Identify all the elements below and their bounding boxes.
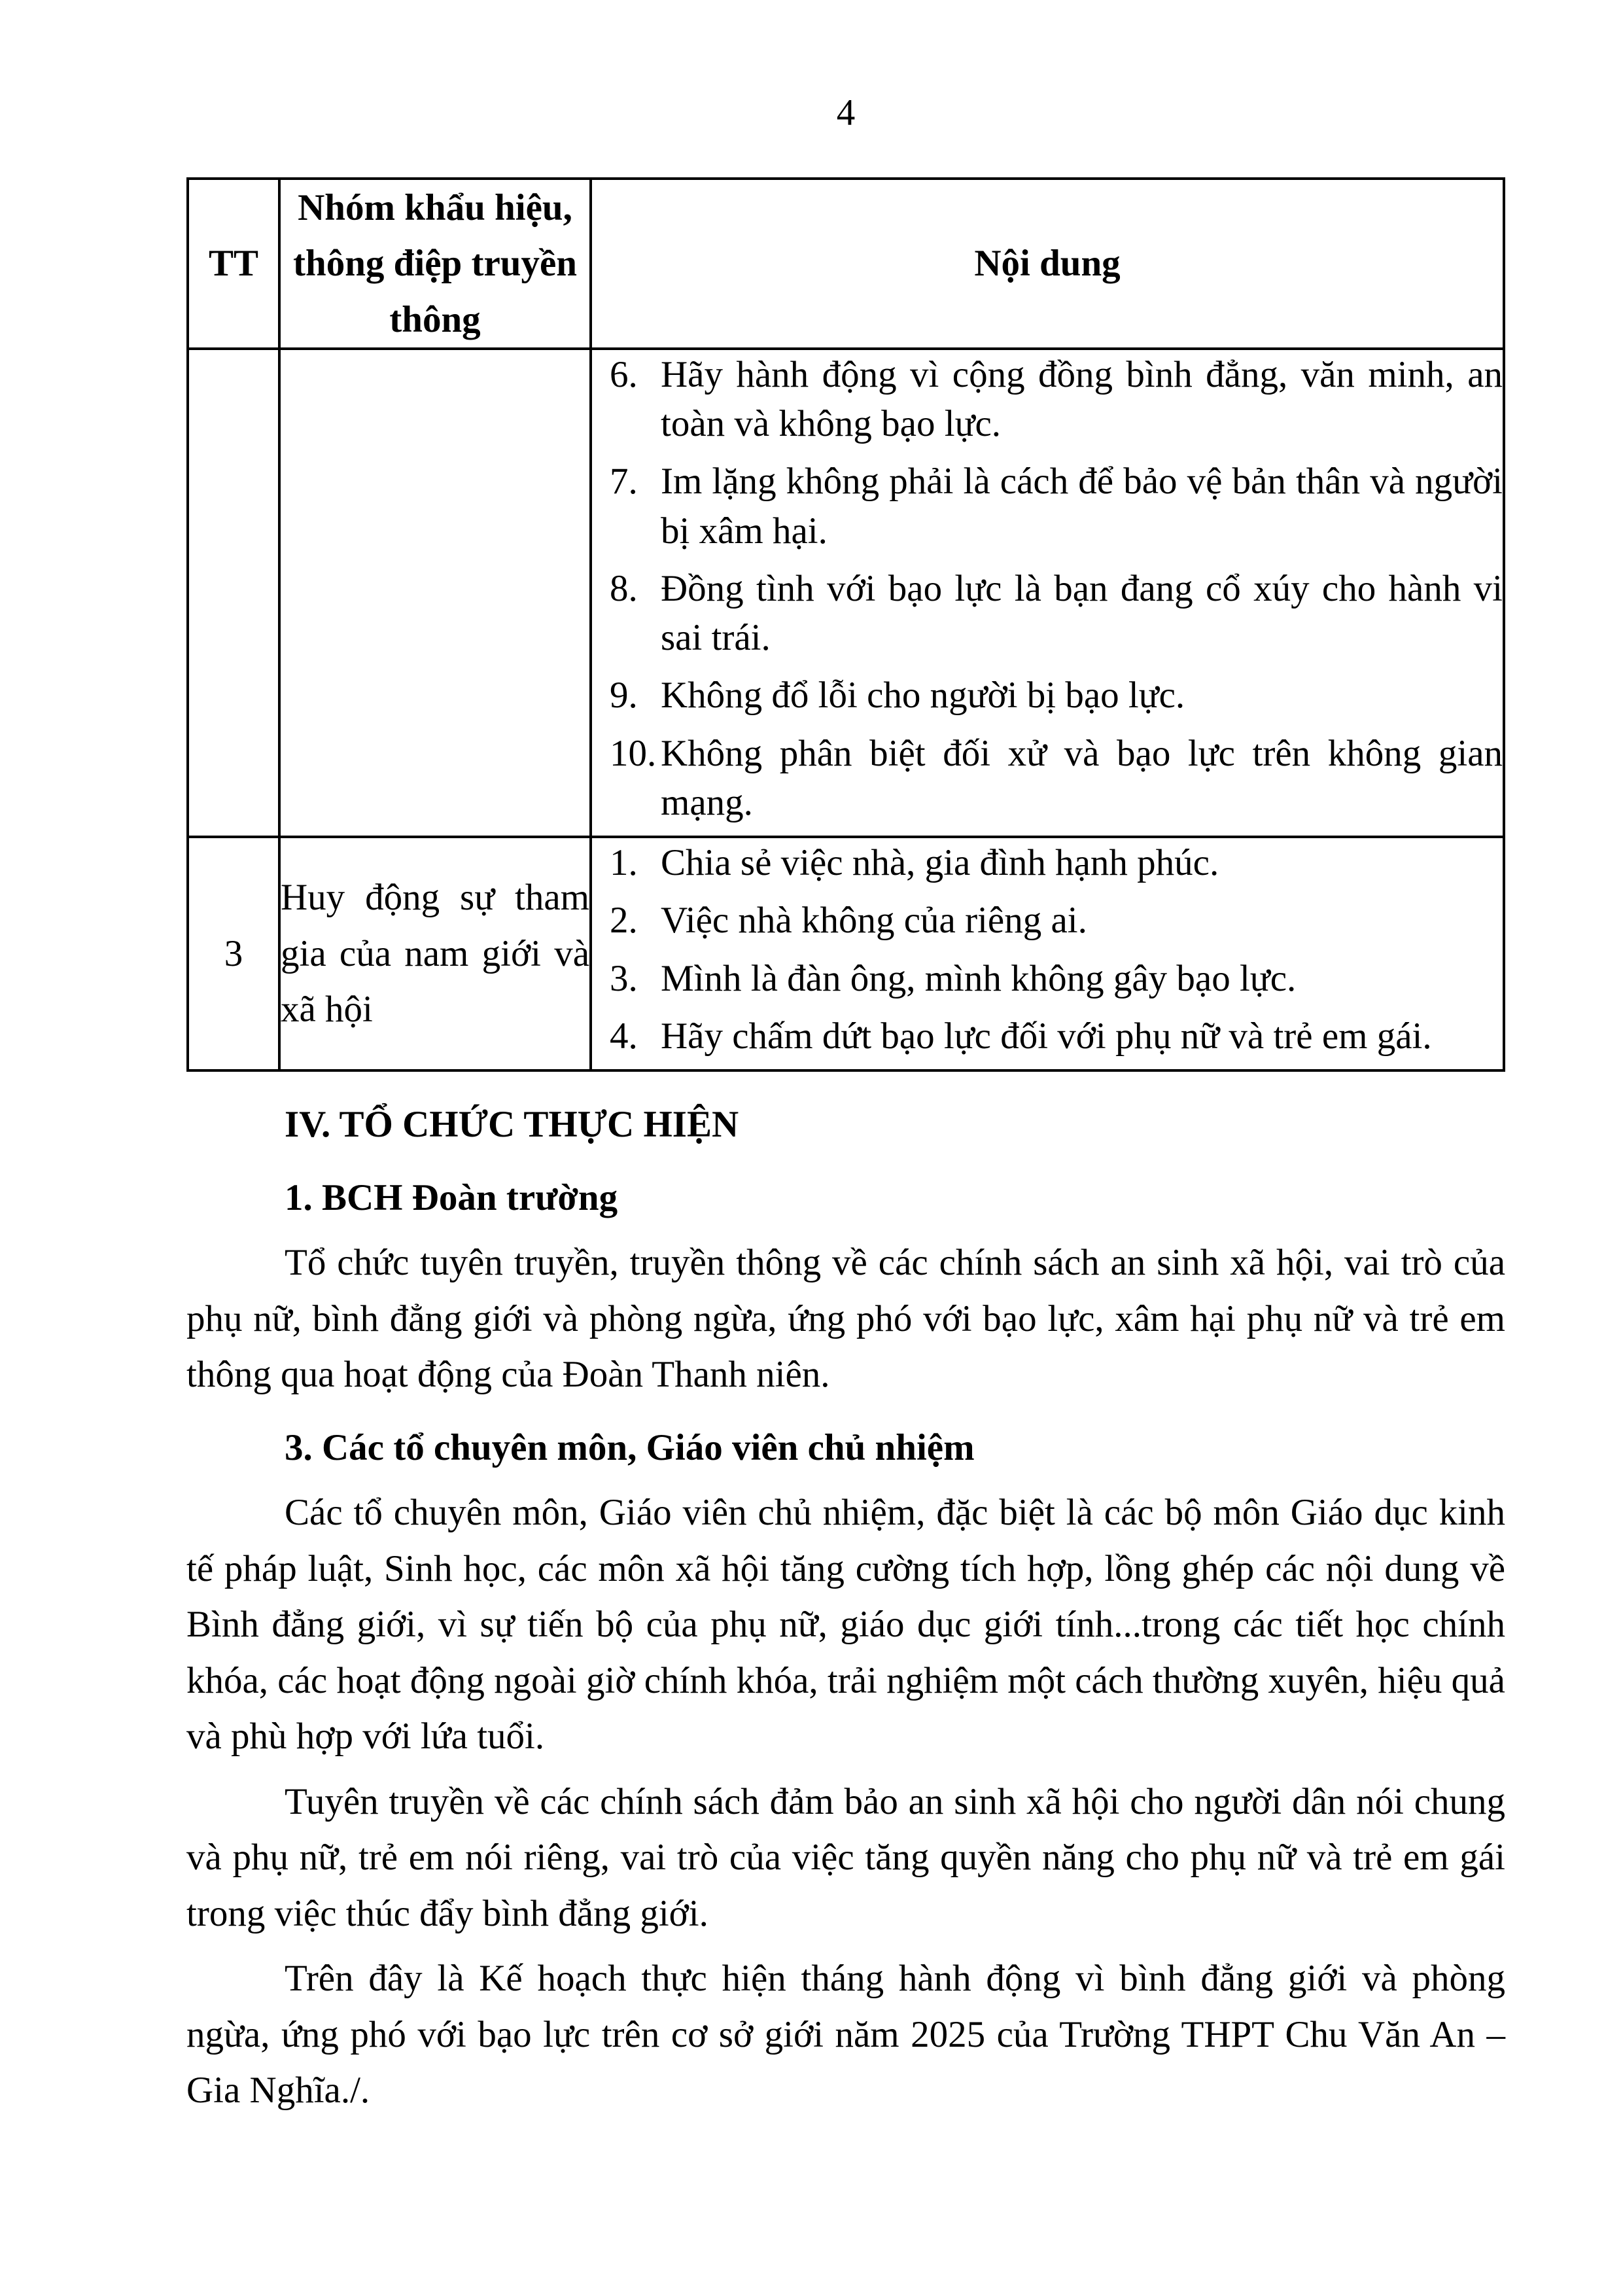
- page-number: 4: [836, 92, 856, 133]
- paragraph-ket-luan: Trên đây là Kế hoạch thực hiện tháng hành động vì bình đẳng giới và phòng ngừa, ứng phó với bạo lực trên cơ sở giới năm 2025 của Trường THPT Chu Văn An – Gia Nghĩa./.: [186, 1958, 1505, 2111]
- list-item-number: 3.: [610, 957, 638, 999]
- section-heading-3: 3. Các tổ chuyên môn, Giáo viên chủ nhiệm: [285, 1426, 975, 1468]
- list-item-text: Mình là đàn ông, mình không gây bạo lực.: [661, 957, 1297, 999]
- table-header-content: Nội dung: [591, 179, 1504, 349]
- table-header-tt: TT: [188, 179, 279, 349]
- list-item: [592, 954, 1503, 1003]
- list-item-text: Không đổ lỗi cho người bị bạo lực.: [661, 675, 1185, 716]
- list-item: [592, 1012, 1503, 1061]
- section-heading-1: 1. BCH Đoàn trường: [285, 1176, 618, 1218]
- list-item-number: 6.: [610, 354, 638, 395]
- list-item-number: 9.: [610, 675, 638, 716]
- row1-tt: [188, 349, 279, 837]
- table-row: [188, 837, 1504, 1070]
- list-item-text: Chia sẻ việc nhà, gia đình hạnh phúc.: [661, 842, 1219, 884]
- list-item-number: 8.: [610, 567, 638, 609]
- list-item-text: Hãy hành động vì cộng đồng bình đẳng, văn minh, an toàn và không bạo lực.: [661, 354, 1503, 445]
- row1-content: [591, 349, 1504, 837]
- list-item: [592, 350, 1503, 448]
- list-item-text: Việc nhà không của riêng ai.: [661, 900, 1087, 942]
- row2-content: [591, 837, 1504, 1070]
- list-item-number: 4.: [610, 1015, 638, 1057]
- row2-group: Huy động sự tham gia của nam giới và xã hội: [279, 837, 591, 1070]
- paragraph-to-chuyen-mon: Các tổ chuyên môn, Giáo viên chủ nhiệm, đặc biệt là các bộ môn Giáo dục kinh tế pháp luật, Sinh học, các môn xã hội tăng cường tích hợp, lồng ghép các nội dung về Bình đẳng giới, vì sự tiến bộ của phụ nữ, giáo dục giới tính...trong các tiết học chính khóa, các hoạt động ngoài giờ chính khóa, trải nghiệm một cách thường xuyên, hiệu quả và phù hợp với lứa tuổi.: [186, 1492, 1505, 1757]
- section-heading-iv: IV. TỔ CHỨC THỰC HIỆN: [285, 1104, 739, 1146]
- table-header-group: Nhóm khẩu hiệu, thông điệp truyền thông: [279, 179, 591, 349]
- row2-tt: 3: [188, 837, 279, 1070]
- list-item: [592, 838, 1503, 887]
- list-item-text: Hãy chấm dứt bạo lực đối với phụ nữ và trẻ em gái.: [661, 1015, 1432, 1057]
- table-header-row: [188, 179, 1504, 349]
- list-item-number: 10.: [610, 732, 657, 774]
- list-item: [592, 671, 1503, 720]
- table-row: [188, 349, 1504, 837]
- paragraph-tuyen-truyen: Tuyên truyền về các chính sách đảm bảo an sinh xã hội cho người dân nói chung và phụ nữ, trẻ em nói riêng, vai trò của việc tăng quyền năng cho phụ nữ và trẻ em gái trong việc thúc đẩy bình đẳng giới.: [186, 1780, 1505, 1934]
- slogan-table: [186, 177, 1505, 1072]
- list-item-number: 7.: [610, 461, 638, 503]
- body-text: [186, 1097, 1505, 2119]
- list-item-number: 1.: [610, 842, 638, 884]
- paragraph-bch-doan-truong: Tổ chức tuyên truyền, truyền thông về các chính sách an sinh xã hội, vai trò của phụ nữ, bình đẳng giới và phòng ngừa, ứng phó với bạo lực, xâm hại phụ nữ và trẻ em thông qua hoạt động của Đoàn Thanh niên.: [186, 1242, 1505, 1396]
- list-item: [592, 729, 1503, 827]
- list-item: [592, 564, 1503, 662]
- list-item-text: Không phân biệt đối xử và bạo lực trên không gian mạng.: [661, 732, 1503, 823]
- list-item: [592, 896, 1503, 945]
- row1-group: [279, 349, 591, 837]
- list-item-text: Đồng tình với bạo lực là bạn đang cổ xúy cho hành vi sai trái.: [661, 567, 1503, 659]
- list-item: [592, 457, 1503, 555]
- list-item-text: Im lặng không phải là cách để bảo vệ bản thân và người bị xâm hại.: [661, 461, 1503, 552]
- list-item-number: 2.: [610, 900, 638, 942]
